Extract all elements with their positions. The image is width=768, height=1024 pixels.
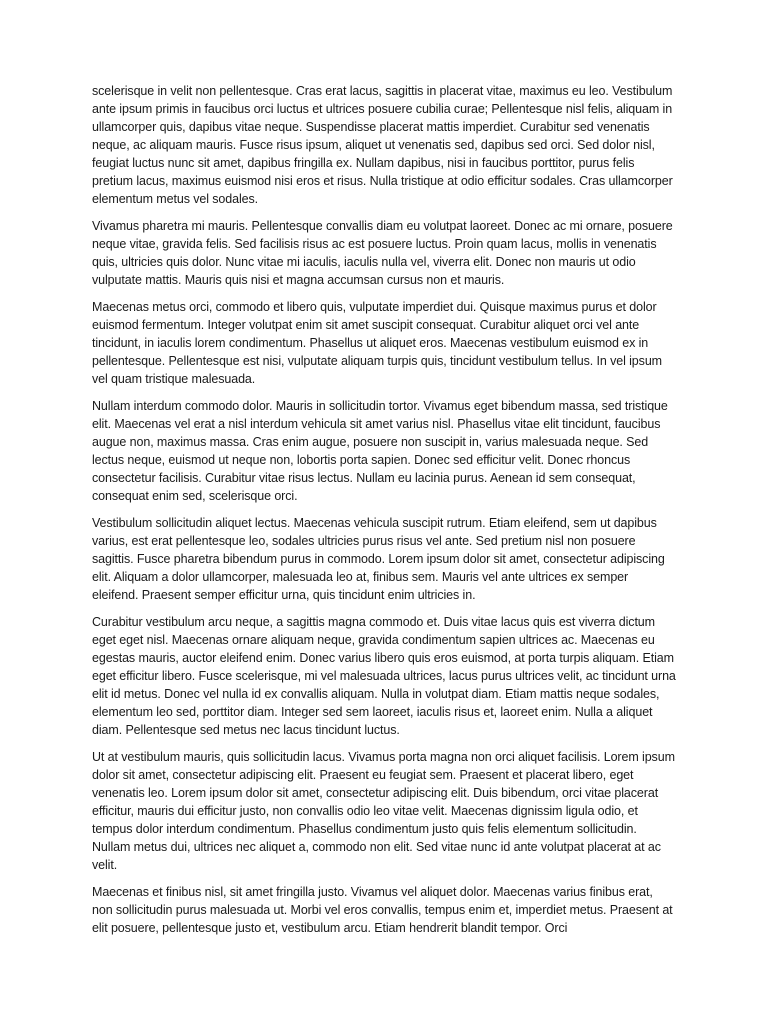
paragraph-2: Vivamus pharetra mi mauris. Pellentesque convallis diam eu volutpat laoreet. Donec ac mi ornare, posuere neque vitae, gravida felis. Sed facilisis risus ac est posuere luctus. Proin quam lacus, mollis in venenatis quis, ultricies quis dolor. Nunc vitae mi iaculis, iaculis nulla vel, viverra elit. Donec non mauris ut odio vulputate mattis. Mauris quis nisi et magna accumsan cursus non et mauris.: [92, 219, 673, 287]
document-body: [92, 82, 676, 946]
paragraph-4: Nullam interdum commodo dolor. Mauris in sollicitudin tortor. Vivamus eget bibendum massa, sed tristique elit. Maecenas vel erat a nisl interdum vehicula sit amet varius nisl. Phasellus vitae elit tincidunt, faucibus augue non, maximus massa. Cras enim augue, posuere non suscipit in, varius malesuada neque. Sed lectus neque, euismod ut neque non, lobortis porta sapien. Donec sed efficitur velit. Donec rhoncus consectetur facilisis. Curabitur vitae risus lectus. Nullam eu lacinia purus. Aenean id sem consequat, consequat enim sed, scelerisque orci.: [92, 399, 668, 503]
paragraph-8: Maecenas et finibus nisl, sit amet fringilla justo. Vivamus vel aliquet dolor. Maecenas varius finibus erat, non sollicitudin purus malesuada ut. Morbi vel eros convallis, tempus enim et, imperdiet metus. Praesent at elit posuere, pellentesque justo et, vestibulum arcu. Etiam hendrerit blandit tempor. Orci: [92, 885, 673, 935]
paragraph-6: Curabitur vestibulum arcu neque, a sagittis magna commodo et. Duis vitae lacus quis est viverra dictum eget eget nisl. Maecenas ornare aliquam neque, gravida condimentum sapien ultrices ac. Maecenas eu egestas mauris, auctor eleifend enim. Donec varius libero quis eros euismod, at porta turpis aliquam. Etiam eget efficitur libero. Fusce scelerisque, mi vel malesuada ultrices, lacus purus ultrices velit, ac tincidunt urna elit id metus. Donec vel nulla id ex convallis aliquam. Nulla in volutpat diam. Etiam mattis neque sodales, elementum leo sed, porttitor diam. Integer sed sem laoreet, iaculis risus et, laoreet enim. Nulla a aliquet diam. Pellentesque sed metus nec lacus tincidunt luctus.: [92, 615, 676, 737]
paragraph-1: scelerisque in velit non pellentesque. Cras erat lacus, sagittis in placerat vitae, maximus eu leo. Vestibulum ante ipsum primis in faucibus orci luctus et ultrices posuere cubilia curae; Pellentesque nisl felis, aliquam in ullamcorper quis, dapibus vitae neque. Suspendisse placerat mattis imperdiet. Curabitur sed venenatis neque, ac aliquam mauris. Fusce risus ipsum, aliquet ut venenatis sed, dapibus sed orci. Sed dolor nisl, feugiat luctus nunc sit amet, dapibus fringilla ex. Nullam dapibus, nisi in faucibus porttitor, purus felis pretium lacus, maximus euismod nisi eros et risus. Nulla tristique at odio efficitur sodales. Cras ullamcorper elementum metus vel sodales.: [92, 84, 673, 206]
paragraph-7: Ut at vestibulum mauris, quis sollicitudin lacus. Vivamus porta magna non orci aliquet facilisis. Lorem ipsum dolor sit amet, consectetur adipiscing elit. Praesent eu feugiat sem. Praesent et placerat libero, eget venenatis leo. Lorem ipsum dolor sit amet, consectetur adipiscing elit. Duis bibendum, orci vitae placerat efficitur, mauris dui efficitur justo, non convallis odio leo vitae velit. Maecenas dignissim ligula odio, et tempus dolor interdum condimentum. Phasellus condimentum justo quis felis elementum sollicitudin. Nullam metus dui, ultrices nec aliquet a, commodo non elit. Sed vitae nunc id ante volutpat placerat at ac velit.: [92, 750, 675, 872]
paragraph-3: Maecenas metus orci, commodo et libero quis, vulputate imperdiet dui. Quisque maximus purus et dolor euismod fermentum. Integer volutpat enim sit amet suscipit consequat. Curabitur aliquet orci vel ante tincidunt, in iaculis lorem condimentum. Phasellus ut aliquet eros. Maecenas vestibulum euismod ex in pellentesque. Pellentesque est nisi, vulputate aliquam turpis quis, tincidunt vestibulum tellus. In vel ipsum vel quam tristique malesuada.: [92, 300, 662, 386]
paragraph-5: Vestibulum sollicitudin aliquet lectus. Maecenas vehicula suscipit rutrum. Etiam eleifend, sem ut dapibus varius, est erat pellentesque leo, sodales ultricies purus risus vel ante. Sed pretium nisl non posuere sagittis. Fusce pharetra bibendum purus in commodo. Lorem ipsum dolor sit amet, consectetur adipiscing elit. Aliquam a dolor ullamcorper, malesuada leo at, finibus sem. Mauris vel ante ultrices ex semper eleifend. Praesent semper efficitur urna, quis tincidunt enim ultricies in.: [92, 516, 665, 602]
